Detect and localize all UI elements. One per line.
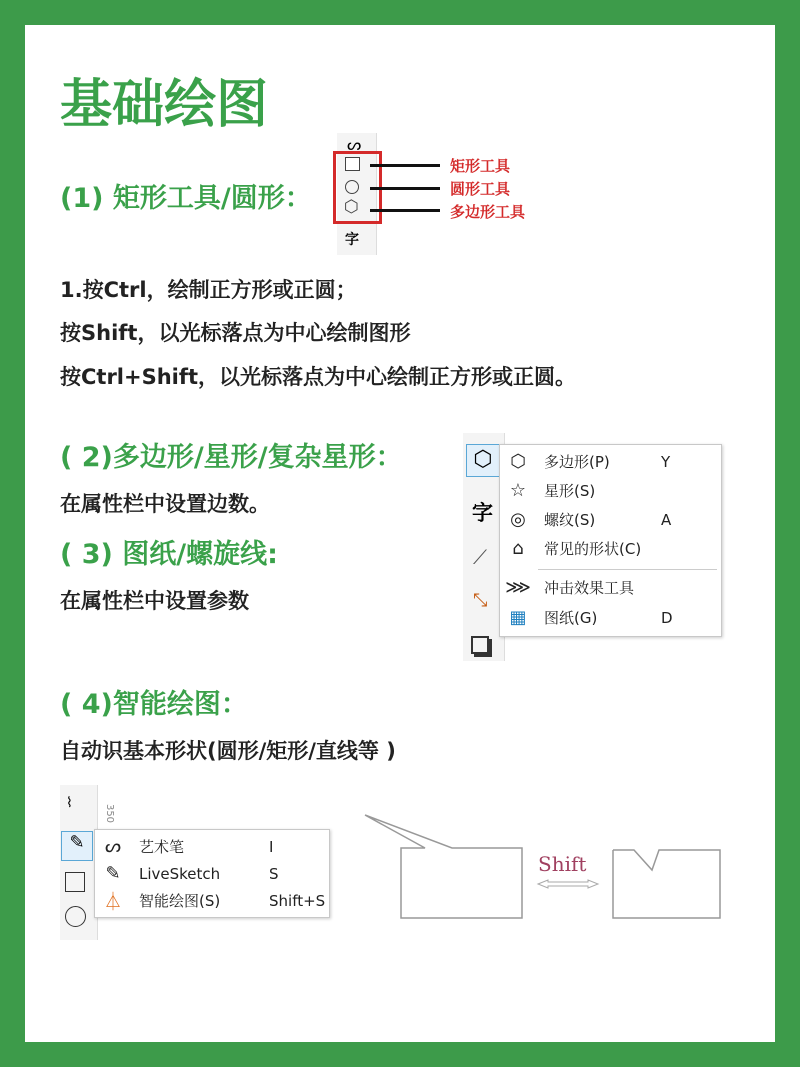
star-icon: ☆ xyxy=(509,480,527,501)
section4-body: 自动识基本形状(圆形/矩形/直线等 ) xyxy=(60,739,396,763)
text-tool-icon[interactable]: 字 xyxy=(472,501,493,525)
smart-drawing-icon: ⏃ xyxy=(104,891,122,913)
shapes-icon: ⌂ xyxy=(512,538,524,559)
menu-item-graph-paper[interactable]: ▦ 图纸(G) D xyxy=(500,603,721,632)
section3-heading: ( 3) 图纸/螺旋线: xyxy=(60,539,278,570)
menu-item-polygon[interactable]: ⬡ 多边形(P) Y xyxy=(500,447,721,476)
page-title: 基础绘图 xyxy=(60,75,269,135)
menu-separator xyxy=(538,569,717,570)
label-ellipse-tool: 圆形工具 xyxy=(450,180,511,198)
hexagon-icon: ⬡ xyxy=(510,451,526,472)
pointer-line xyxy=(370,187,440,190)
double-arrow-icon xyxy=(538,880,598,888)
connector-tool-icon[interactable]: ⤡ xyxy=(473,590,488,611)
freehand-icon[interactable]: ⌇ xyxy=(66,795,73,811)
section1-heading: (1) 矩形工具/圆形： xyxy=(60,183,312,214)
ruler-label: 350 xyxy=(104,803,116,824)
toolbar-strip xyxy=(60,785,98,940)
artistic-media-flyout xyxy=(94,829,330,918)
menu-item-common-shapes[interactable]: ⌂ 常见的形状(C) xyxy=(500,534,721,563)
menu-item-impact-tool[interactable]: ⋙ 冲击效果工具 xyxy=(500,573,721,602)
recognized-shape xyxy=(613,850,720,918)
s1-line: 按Ctrl+Shift，以光标落点为中心绘制正方形或正圆。 xyxy=(60,365,577,389)
impact-icon: ⋙ xyxy=(505,577,531,598)
menu-item-smart-drawing[interactable]: ⏃ 智能绘图(S) Shift+S xyxy=(95,886,329,915)
pointer-line xyxy=(370,164,440,167)
label-rectangle-tool: 矩形工具 xyxy=(450,157,511,175)
s1-line: 1.按Ctrl，绘制正方形或正圆； xyxy=(60,278,357,302)
section2-body: 在属性栏中设置边数。 xyxy=(60,492,270,516)
shift-label: Shift xyxy=(538,852,587,876)
artistic-pen-icon: ᔕ xyxy=(104,836,122,857)
section2-heading: ( 2)多边形/星形/复杂星形： xyxy=(60,442,403,473)
dimension-tool-icon[interactable]: ⟋ xyxy=(473,545,487,569)
text-tool-icon[interactable]: 字 xyxy=(345,232,359,248)
s1-line: 按Shift，以光标落点为中心绘制图形 xyxy=(60,321,411,345)
livesketch-icon: ✎ xyxy=(105,863,121,884)
polygon-flyout-menu xyxy=(499,444,722,637)
ellipse-icon[interactable] xyxy=(65,906,86,927)
curve-icon: ᔕ xyxy=(347,135,362,154)
label-polygon-tool: 多边形工具 xyxy=(450,203,526,221)
rectangle-icon[interactable] xyxy=(65,872,85,892)
grid-icon: ▦ xyxy=(509,607,527,628)
polygon-icon[interactable]: ⬡ xyxy=(344,197,359,217)
section3-body: 在属性栏中设置参数 xyxy=(60,589,249,613)
smart-drawing-tool-button[interactable]: ✎ xyxy=(61,831,93,861)
shadow-tool-icon[interactable] xyxy=(471,636,489,654)
menu-item-star[interactable]: ☆ 星形(S) xyxy=(500,476,721,505)
menu-item-artistic-media[interactable]: ᔕ 艺术笔 I xyxy=(95,832,329,861)
section4-heading: ( 4)智能绘图： xyxy=(60,689,248,720)
polygon-tool-button[interactable]: ⬡ xyxy=(466,444,500,477)
spiral-icon: ◎ xyxy=(510,509,526,530)
menu-item-spiral[interactable]: ◎ 螺纹(S) A xyxy=(500,505,721,534)
menu-item-livesketch[interactable]: ✎ LiveSketch S xyxy=(95,859,329,888)
pointer-line xyxy=(370,209,440,212)
rough-shape xyxy=(365,815,522,918)
